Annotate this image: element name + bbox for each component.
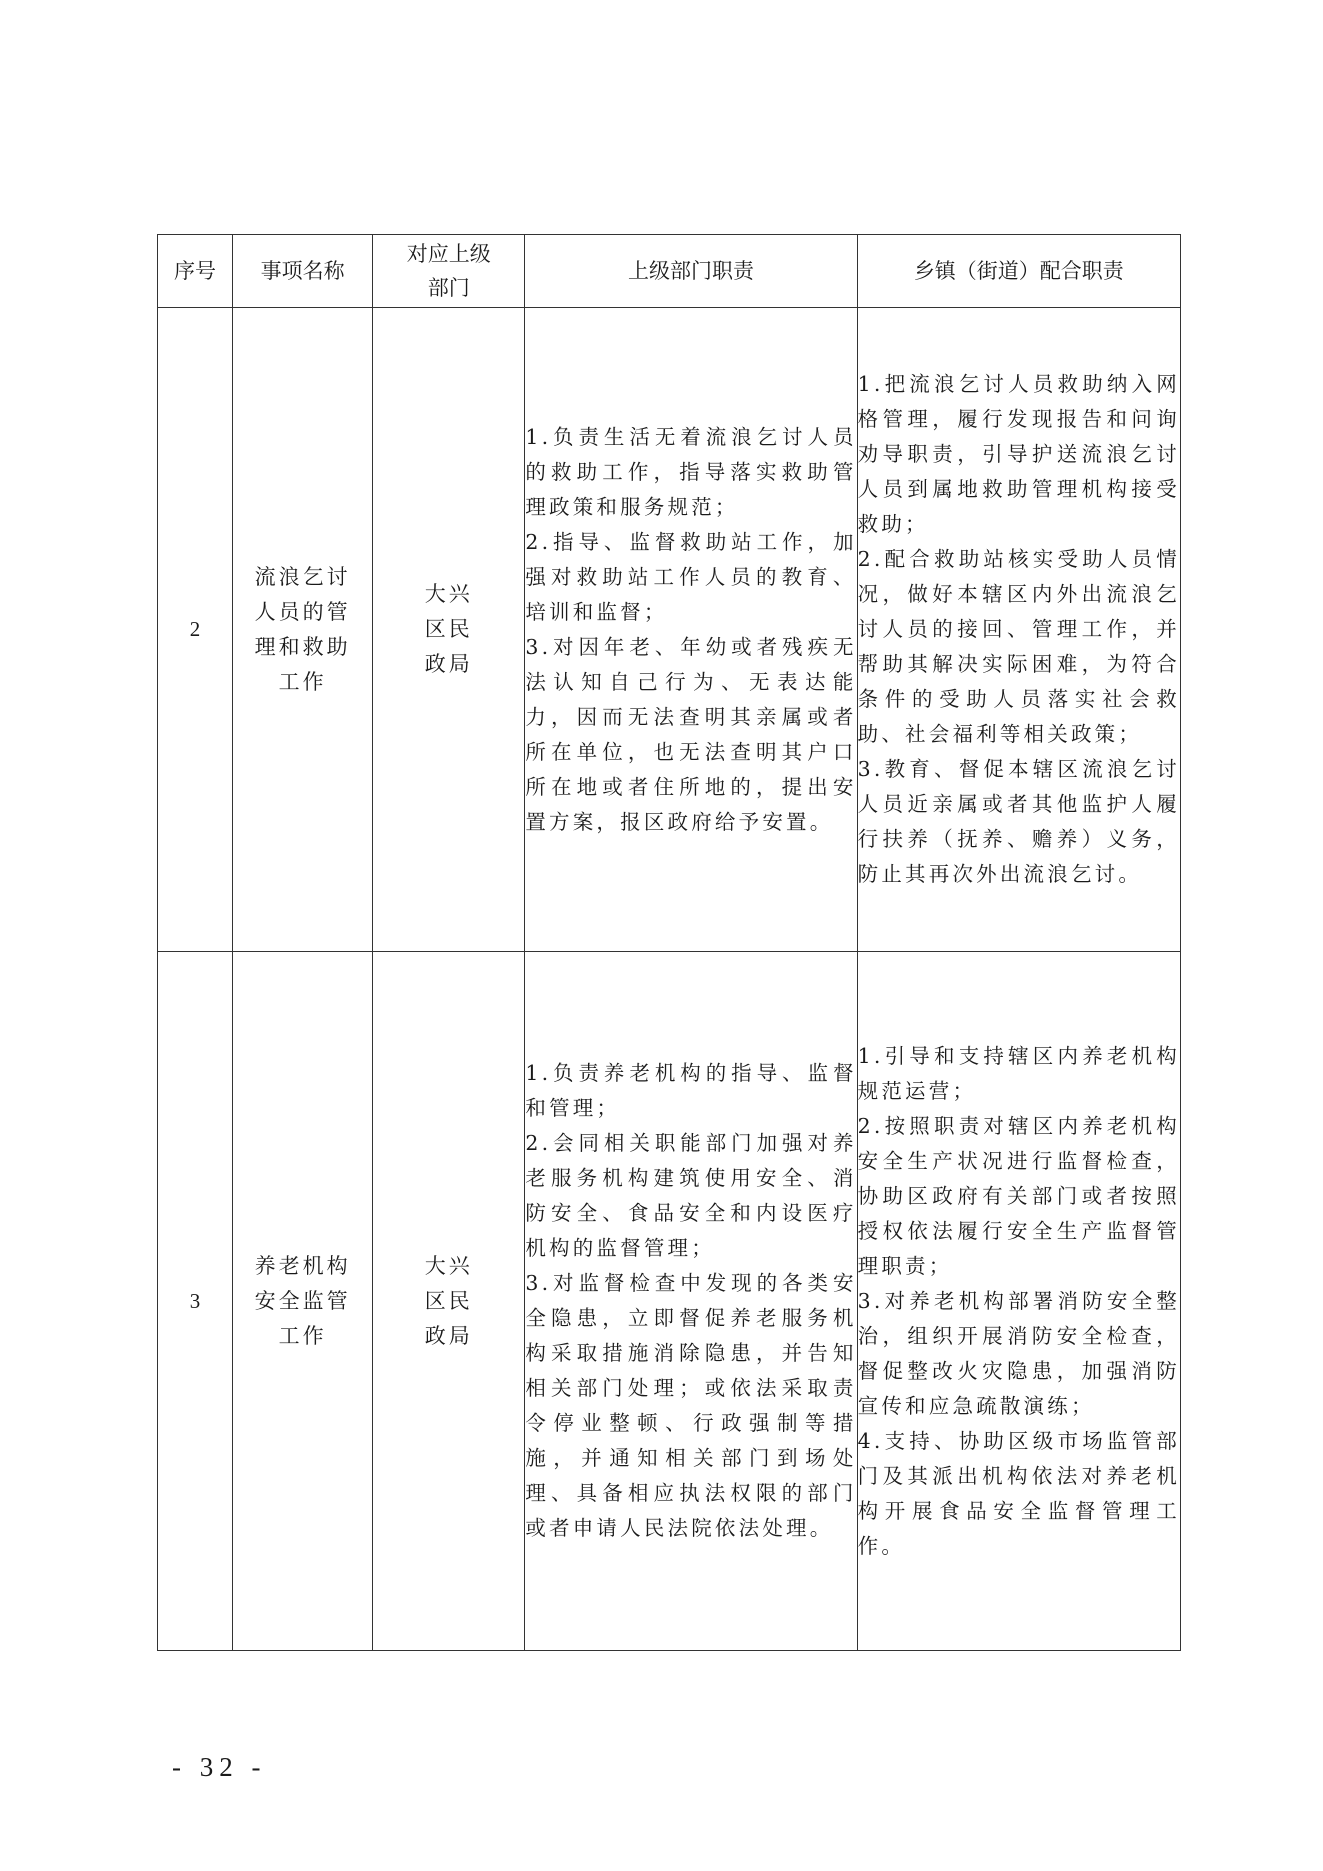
table-row bbox=[158, 308, 1181, 952]
item-name: 养老机构安全监管工作 bbox=[254, 1253, 351, 1348]
superior-duty-cell bbox=[525, 952, 857, 1651]
township-duty-item: 2.配合救助站核实受助人员情况，做好本辖区内外出流浪乞讨人员的接回、管理工作，并帮助其解决实际困难，为符合条件的受助人员落实社会救助、社会福利等相关政策； bbox=[857, 547, 1180, 746]
dept-name: 大兴区民政局 bbox=[424, 1253, 473, 1348]
superior-duty-item: 1.负责养老机构的指导、监督和管理； bbox=[525, 1061, 857, 1120]
township-duty-item: 1.引导和支持辖区内养老机构规范运营； bbox=[857, 1043, 1180, 1103]
superior-duty-cell bbox=[525, 308, 857, 952]
superior-duty-item: 2.会同相关职能部门加强对养老服务机构建筑使用安全、消防安全、食品安全和内设医疗机构的监督管理； bbox=[525, 1131, 857, 1260]
table-row bbox=[158, 952, 1181, 1651]
item-name-cell bbox=[233, 308, 373, 952]
table-header-row bbox=[158, 235, 1181, 308]
duty-table bbox=[157, 234, 1181, 1651]
township-duty-item: 3.教育、督促本辖区流浪乞讨人员近亲属或者其他监护人履行扶养（抚养、赡养）义务，防止其再次外出流浪乞讨。 bbox=[857, 757, 1180, 886]
dept-cell bbox=[373, 952, 525, 1651]
township-duty-item: 1.把流浪乞讨人员救助纳入网格管理，履行发现报告和问询劝导职责，引导护送流浪乞讨人员到属地救助管理机构接受救助； bbox=[857, 372, 1180, 536]
dept-cell bbox=[373, 308, 525, 952]
header-superior-dept-label: 对应上级部门 bbox=[406, 242, 491, 300]
township-duty-cell bbox=[857, 952, 1180, 1651]
superior-duty-item: 3.对因年老、年幼或者残疾无法认知自己行为、无表达能力，因而无法查明其亲属或者所在单位，也无法查明其户口所在地或者住所地的，提出安置方案，报区政府给予安置。 bbox=[525, 634, 857, 834]
dept-name: 大兴区民政局 bbox=[424, 582, 473, 676]
header-no: 序号 bbox=[158, 235, 233, 308]
row-number: 3 bbox=[158, 952, 233, 1651]
township-duty-item: 3.对养老机构部署消防安全整治，组织开展消防安全检查，督促整改火灾隐患，加强消防宣传和应急疏散演练； bbox=[857, 1288, 1180, 1418]
township-duty-item: 4.支持、协助区级市场监管部门及其派出机构依法对养老机构开展食品安全监督管理工作。 bbox=[857, 1428, 1180, 1558]
item-name-cell bbox=[233, 952, 373, 1651]
township-duty-item: 2.按照职责对辖区内养老机构安全生产状况进行监督检查，协助区政府有关部门或者按照授权依法履行安全生产监督管理职责； bbox=[857, 1113, 1180, 1278]
header-superior-dept bbox=[373, 235, 525, 308]
page-number: - 32 - bbox=[172, 1752, 267, 1782]
township-duty-cell bbox=[857, 308, 1180, 952]
superior-duty-item: 1.负责生活无着流浪乞讨人员的救助工作，指导落实救助管理政策和服务规范； bbox=[525, 424, 857, 519]
header-item-name: 事项名称 bbox=[233, 235, 373, 308]
header-superior-duty: 上级部门职责 bbox=[525, 235, 857, 308]
item-name: 流浪乞讨人员的管理和救助工作 bbox=[254, 564, 351, 694]
header-township-duty: 乡镇（街道）配合职责 bbox=[857, 235, 1180, 308]
row-number: 2 bbox=[158, 308, 233, 952]
superior-duty-item: 2.指导、监督救助站工作，加强对救助站工作人员的教育、培训和监督； bbox=[525, 529, 857, 624]
superior-duty-item: 3.对监督检查中发现的各类安全隐患，立即督促养老服务机构采取措施消除隐患，并告知相关部门处理；或依法采取责令停业整顿、行政强制等措施，并通知相关部门到场处理、具备相应执法权限的部门或者申请人民法院依法处理。 bbox=[525, 1271, 857, 1540]
